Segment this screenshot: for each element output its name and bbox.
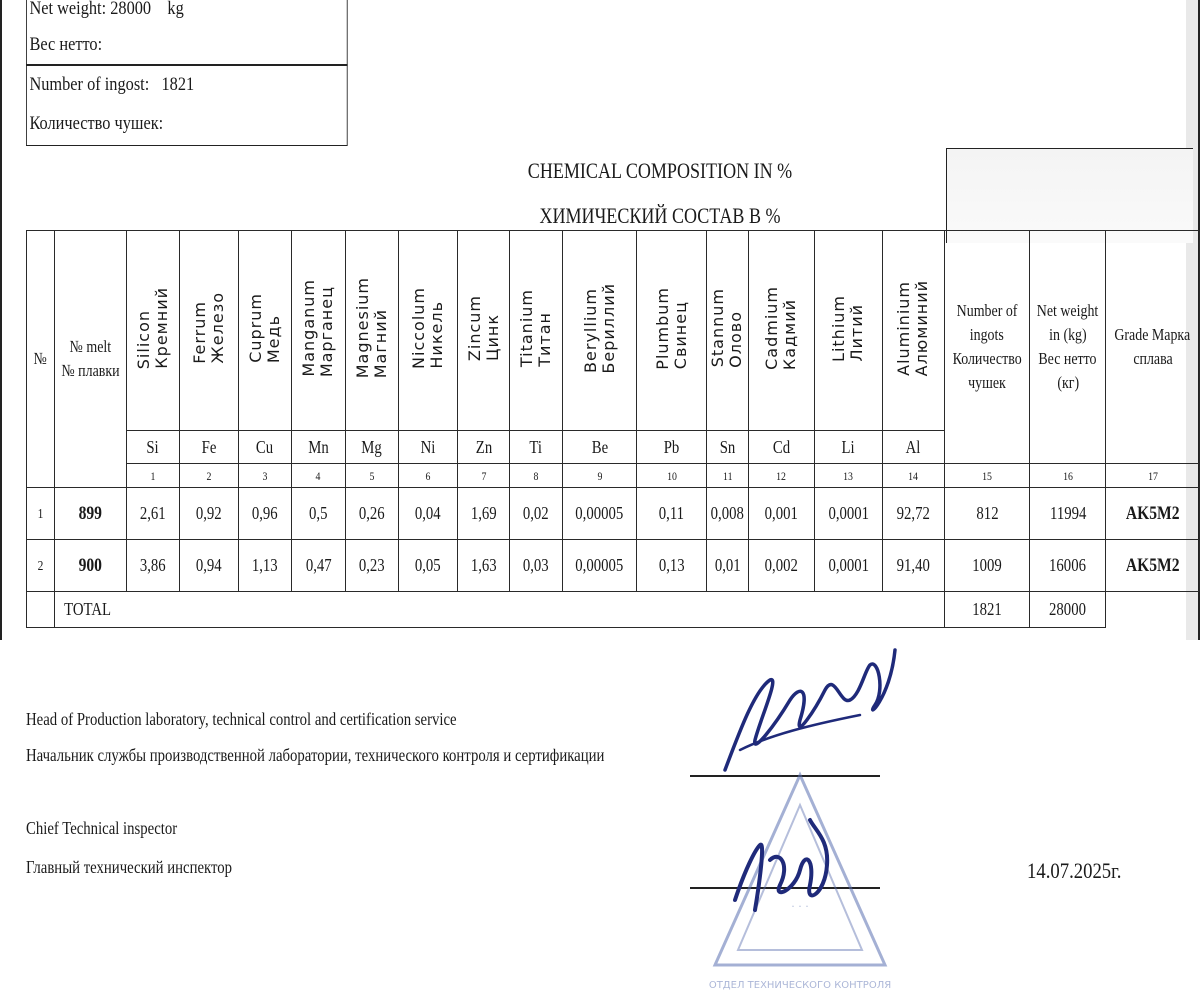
- weight-header: [1030, 231, 1106, 464]
- element-name-en: Beryllium: [580, 288, 600, 374]
- value-zn: 1,69: [458, 488, 510, 540]
- element-symbol: Si: [126, 431, 179, 464]
- column-index: 5: [345, 464, 398, 488]
- element-name-ru: Олово: [726, 310, 746, 368]
- head-signature: [700, 630, 910, 790]
- element-header-si: [126, 231, 179, 431]
- net-weight-box: [26, 0, 348, 66]
- net-weight-line: [27, 0, 347, 27]
- element-name-en: Cuprum: [245, 293, 265, 363]
- value-ni: 0,05: [399, 540, 458, 592]
- ingots-box: [26, 64, 348, 146]
- stamp-text: ОТДЕЛ ТЕХНИЧЕСКОГО КОНТРОЛЯ: [708, 980, 892, 991]
- melt-header-en: № melt: [69, 337, 112, 356]
- ingots-value: 1821: [161, 74, 195, 95]
- element-header-zn: [458, 231, 510, 431]
- melt-header-ru: № плавки: [61, 361, 120, 380]
- value-li: 0,0001: [815, 488, 883, 540]
- total-label: TOTAL: [54, 592, 944, 628]
- value-al: 92,72: [882, 488, 944, 540]
- column-index: 10: [637, 464, 707, 488]
- weight-header-line: in (kg): [1049, 325, 1087, 344]
- element-name-en: Manganum: [299, 279, 319, 377]
- value-mn: 0,47: [292, 540, 345, 592]
- value-sn: 0,01: [707, 540, 749, 592]
- no-header: №: [27, 231, 55, 488]
- value-al: 91,40: [882, 540, 944, 592]
- element-name-en: Plumbum: [652, 286, 672, 370]
- alloy-grade: AK5M2: [1106, 488, 1200, 540]
- header-row-names: [27, 231, 1200, 431]
- element-name-ru: Кремний: [151, 287, 171, 369]
- value-be: 0,00005: [563, 488, 637, 540]
- element-name-ru: Цинк: [482, 314, 502, 362]
- value-cu: 0,96: [238, 488, 291, 540]
- value-be: 0,00005: [563, 540, 637, 592]
- element-name-ru: Алюминий: [912, 279, 932, 377]
- net-weight: 11994: [1030, 488, 1106, 540]
- element-name-ru: Никель: [427, 301, 447, 369]
- ingots-header-line: Количество: [952, 349, 1022, 368]
- ingots-label-ru: Количество чушек:: [29, 113, 164, 134]
- header-row-index: [27, 464, 1200, 488]
- element-name-en: Stannum: [708, 288, 728, 368]
- redacted-box: [946, 148, 1193, 243]
- column-index: 1: [126, 464, 179, 488]
- value-mn: 0,5: [292, 488, 345, 540]
- melt-number: 899: [54, 488, 126, 540]
- element-name-ru: Бериллий: [598, 282, 618, 374]
- element-name-en: Titanium: [517, 288, 537, 368]
- element-name-ru: Медь: [263, 314, 283, 363]
- column-index: 14: [882, 464, 944, 488]
- total-weight: 28000: [1030, 592, 1106, 628]
- inspector-title-ru: Главный технический инспектор: [26, 857, 233, 877]
- column-index: 2: [180, 464, 238, 488]
- element-name-en: Ferrum: [189, 300, 209, 364]
- melt-header: [54, 231, 126, 488]
- element-name-ru: Литий: [847, 303, 867, 362]
- net-weight-unit: kg: [167, 0, 184, 19]
- svg-text:· · ·: · · ·: [791, 900, 809, 913]
- ingots-header: [945, 231, 1030, 464]
- table-row: [27, 488, 1200, 540]
- element-header-ti: [509, 231, 562, 431]
- ingots-count: 812: [945, 488, 1030, 540]
- total-ingots: 1821: [945, 592, 1030, 628]
- grade-header-line: Grade Марка: [1114, 325, 1191, 344]
- element-header-al: [882, 231, 944, 431]
- weight-header-line: (кг): [1056, 373, 1079, 392]
- element-name-en: Niccolum: [409, 287, 429, 369]
- composition-table: [26, 230, 1200, 628]
- ingots-header-line: Number of: [956, 301, 1018, 320]
- melt-number: 900: [54, 540, 126, 592]
- element-symbol: Sn: [707, 431, 749, 464]
- left-border: [0, 0, 2, 640]
- element-symbol: Zn: [458, 431, 510, 464]
- element-symbol: Ni: [399, 431, 458, 464]
- element-symbol: Be: [563, 431, 637, 464]
- value-mg: 0,26: [345, 488, 398, 540]
- title-russian: ХИМИЧЕСКИЙ СОСТАВ В %: [539, 203, 781, 228]
- element-name-en: Magnesium: [352, 277, 372, 379]
- element-symbol: Li: [815, 431, 883, 464]
- value-ti: 0,02: [509, 488, 562, 540]
- weight-header-line: Net weight: [1037, 301, 1099, 320]
- column-index: 12: [748, 464, 814, 488]
- element-header-sn: [707, 231, 749, 431]
- element-symbol: Mn: [292, 431, 345, 464]
- element-name-ru: Свинец: [670, 301, 690, 370]
- inspector-signature: [715, 790, 845, 930]
- row-number: 2: [27, 540, 55, 592]
- net-weight-label: Net weight:: [29, 0, 107, 19]
- value-cu: 1,13: [238, 540, 291, 592]
- element-name-ru: Железо: [207, 292, 227, 364]
- element-symbol: Al: [882, 431, 944, 464]
- element-header-mn: [292, 231, 345, 431]
- column-index: 11: [707, 464, 749, 488]
- element-symbol: Ti: [509, 431, 562, 464]
- element-name-en: Silicon: [133, 309, 153, 369]
- value-pb: 0,13: [637, 540, 707, 592]
- element-header-pb: [637, 231, 707, 431]
- element-symbol: Mg: [345, 431, 398, 464]
- element-name-en: Lithium: [829, 294, 849, 362]
- element-name-ru: Кадмий: [780, 298, 800, 370]
- ingots-line: [27, 65, 347, 104]
- row-number: 1: [27, 488, 55, 540]
- value-zn: 1,63: [458, 540, 510, 592]
- element-name-en: Cadmium: [762, 286, 782, 370]
- value-ni: 0,04: [399, 488, 458, 540]
- value-si: 3,86: [126, 540, 179, 592]
- element-header-ni: [399, 231, 458, 431]
- element-symbol: Cu: [238, 431, 291, 464]
- value-fe: 0,92: [180, 488, 238, 540]
- column-index: 6: [399, 464, 458, 488]
- element-header-li: [815, 231, 883, 431]
- element-symbol: Cd: [748, 431, 814, 464]
- value-mg: 0,23: [345, 540, 398, 592]
- element-header-cd: [748, 231, 814, 431]
- element-header-fe: [180, 231, 238, 431]
- ingots-header-line: ingots: [970, 325, 1005, 344]
- element-name-ru: Титан: [535, 312, 555, 368]
- value-pb: 0,11: [637, 488, 707, 540]
- title-english: CHEMICAL COMPOSITION IN %: [527, 158, 793, 183]
- column-index: 17: [1106, 464, 1200, 488]
- grade-header: [1106, 231, 1200, 464]
- total-row: [27, 592, 1200, 628]
- value-li: 0,0001: [815, 540, 883, 592]
- value-fe: 0,94: [180, 540, 238, 592]
- value-si: 2,61: [126, 488, 179, 540]
- net-weight-label-ru: Вес нетто:: [29, 34, 103, 55]
- value-sn: 0,008: [707, 488, 749, 540]
- element-name-ru: Магний: [370, 309, 390, 379]
- inspector-title-en: Chief Technical inspector: [26, 818, 178, 838]
- column-index: 13: [815, 464, 883, 488]
- column-index: 16: [1030, 464, 1106, 488]
- head-title-en: Head of Production laboratory, technical control and certification service: [26, 709, 457, 729]
- head-title-ru: Начальник службы производственной лаборатории, технического контроля и сертификации: [26, 745, 605, 765]
- ingots-count: 1009: [945, 540, 1030, 592]
- net-weight: 16006: [1030, 540, 1106, 592]
- net-weight-value: 28000: [110, 0, 152, 19]
- element-name-en: Zincum: [464, 294, 484, 362]
- element-name-en: Aluminium: [894, 281, 914, 377]
- column-index: 9: [563, 464, 637, 488]
- grade-header-line: сплава: [1133, 349, 1173, 368]
- column-index: 7: [458, 464, 510, 488]
- column-index: 8: [509, 464, 562, 488]
- issue-date: 14.07.2025г.: [1027, 858, 1122, 883]
- element-symbol: Pb: [637, 431, 707, 464]
- column-index: 15: [945, 464, 1030, 488]
- element-name-ru: Марганец: [317, 285, 337, 377]
- weight-header-line: Вес нетто: [1038, 349, 1097, 368]
- column-index: 4: [292, 464, 345, 488]
- element-header-mg: [345, 231, 398, 431]
- element-symbol: Fe: [180, 431, 238, 464]
- ingots-header-line: чушек: [968, 373, 1007, 392]
- value-cd: 0,002: [748, 540, 814, 592]
- element-header-cu: [238, 231, 291, 431]
- column-index: 3: [238, 464, 291, 488]
- value-cd: 0,001: [748, 488, 814, 540]
- value-ti: 0,03: [509, 540, 562, 592]
- alloy-grade: AK5M2: [1106, 540, 1200, 592]
- table-row: [27, 540, 1200, 592]
- element-header-be: [563, 231, 637, 431]
- ingots-label: Number of ingost:: [29, 74, 150, 95]
